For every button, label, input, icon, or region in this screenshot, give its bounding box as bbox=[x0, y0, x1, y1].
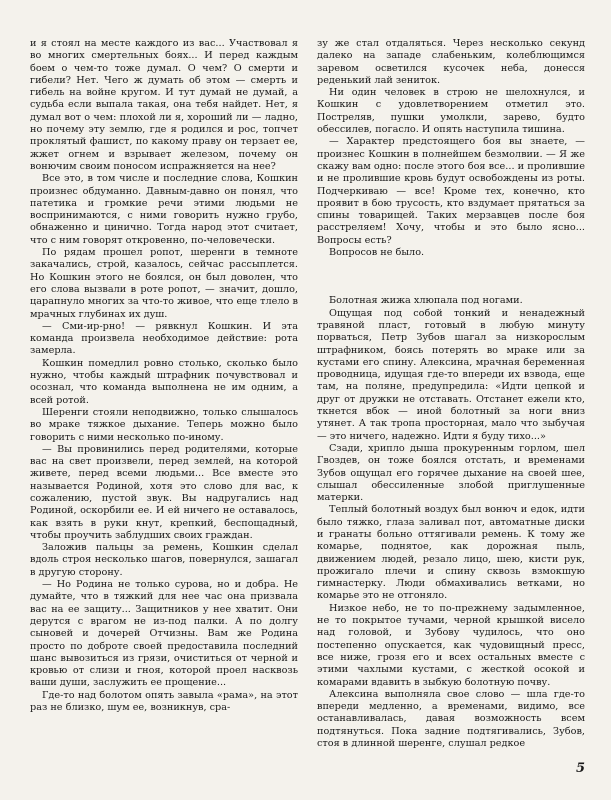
paragraph: Все это, в том числе и последние слова, Кошкин произнес обдуманно. Давным-давно он понял, что патетика и громкие речи этими людьми не воспринимаются, с ними говорить нужно грубо, обнаженно и цинично. Тогда народ этот считает, что с ним говорят откровенно, по-человечески. bbox=[30, 173, 298, 246]
paragraph: Алексина выполняла свое слово — шла где-то впереди медленно, а временами, видимо, все останавливалась, давая возможность всем подтянуться. Пока задние подтягивались, Зубов, стоя в длинной шеренге, слушал редкое bbox=[317, 688, 585, 750]
paragraph: — Вы провинились перед родителями, которые вас на свет произвели, перед землей, на которой живете, перед всеми людьми... Все вместе это называется Родиной, хотя это слово для вас, к сожалению, пустой звук. Вы надругались над Родиной, оскорбили ее. И ей ничего не оставалось, как взять в руки кнут, крепкий, беспощадный, чтобы проучить заблудших своих граждан. bbox=[30, 443, 298, 541]
paragraph: — Характер предстоящего боя вы знаете, — произнес Кошкин в полнейшем безмолвии. — Я же скажу вам одно: после этого боя все... и пролившие и не пролившие кровь будут освобождены из роты. Подчеркиваю — все! Кроме тех, конечно, кто проявит в бою трусость, кто вздумает прятаться за спины товарищей. Таких мерзавцев после боя расстреляем! Хочу, чтобы и это было ясно... Вопросы есть? bbox=[317, 136, 585, 246]
paragraph: — Сми-ир-рно! — рявкнул Кошкин. И эта команда произвела необходимое действие: рота замерла. bbox=[30, 320, 298, 357]
paragraph: Где-то над болотом опять завыла «рама», на этот раз не близко, шум ее, возникнув, сра- bbox=[30, 689, 298, 714]
paragraph: Теплый болотный воздух был вонюч и едок, идти было тяжко, глаза заливал пот, автоматные диски и гранаты больно оттягивали ремень. К тому же комарье, поднятое, как дорожная пыль, движением людей, резало лицо, шею, кисти рук, прожигало плечи и спину сквозь взмокшую гимнастерку. Люди обмахивались ветками, но комарье это не отгоняло. bbox=[317, 504, 585, 602]
paragraph: — Но Родина не только сурова, но и добра. Не думайте, что в тяжкий для нее час она призвала вас на ее защиту... Защитников у нее хватит. Они дерутся с врагом не из-под палки. А по долгу сыновей и дочерей Отчизны. Вам же Родина просто по доброте своей предоставила последний шанс вывозиться из грязи, очиститься от черной и кровью от слизи и гноя, которой проел насквозь ваши души, заслужить ее прощение... bbox=[30, 579, 298, 689]
paragraph: Кошкин помедлил ровно столько, сколько было нужно, чтобы каждый штрафник почувствовал и осознал, что команда выполнена не им одним, а всей ротой. bbox=[30, 357, 298, 406]
paragraph: Сзади, хрипло дыша прокуренным горлом, шел Гвоздев, он тоже боялся отстать, и временами Зубов ощущал его горячее дыхание на своей шее, слышал обессиленные злобой приглушенные матерки. bbox=[317, 442, 585, 504]
paragraph: Болотная жижа хлюпала под ногами. bbox=[329, 295, 523, 307]
paragraph: зу же стал отдаляться. Через несколько секунд далеко на западе слабеньким, колеблющимся заревом осветился кусочек неба, донесся реденький лай зениток. bbox=[317, 38, 585, 86]
right-column bbox=[317, 38, 585, 768]
left-column bbox=[30, 38, 298, 768]
paragraph: и я стоял на месте каждого из вас... Участвовал я во многих смертельных боях... И перед каждым боем о чем-то тоже думал. О чем? О смерти и гибели? Нет. Чего ж думать об этом — смерть и гибель на войне кругом. И тут думай не думай, а судьба если выпала такая, она тебя найдет. Нет, я думал вот о чем: плохой ли я, хороший ли — ладно, но почему эту землю, где я родился и рос, топчет проклятый фашист, по какому праву он терзает ее, жжет огнем и взрывает железом, почему он вонючим своим поносом испражняется на нее? bbox=[30, 38, 298, 172]
section-break bbox=[317, 259, 585, 295]
paragraph: Шеренги стояли неподвижно, только слышалось во мраке тяжкое дыхание. Теперь можно было говорить с ними несколько по-иному. bbox=[30, 406, 298, 443]
paragraph: Заложив пальцы за ремень, Кошкин сделал вдоль строя несколько шагов, повернулся, зашагал в другую сторону. bbox=[30, 542, 298, 578]
text-columns bbox=[30, 38, 585, 768]
page-number: 5 bbox=[575, 761, 585, 776]
paragraph: Ни один человек в строю не шелохнулся, и Кошкин с удовлетворением отметил это. Постреляв, пушки умолкли, зарево, будто обессилев, погасло. И опять наступила тишина. bbox=[317, 87, 585, 136]
paragraph: По рядам прошел ропот, шеренги в темноте закачались, строй, казалось, сейчас рассыплется. Но Кошкин этого не боялся, он был доволен, что его слова вызвали в роте ропот, — значит, дошло, царапнуло многих за что-то живое, что еще тлело в мрачных глубинах их душ. bbox=[30, 247, 298, 320]
paragraph: Вопросов не было. bbox=[329, 247, 425, 259]
paragraph: Ощущая под собой тонкий и ненадежный травяной пласт, готовый в любую минуту порваться, Петр Зубов шагал за низкорослым штрафником, боясь потерять во мраке или за кустами его спину. Алексина, мрачная беременная проводница, идущая где-то впереди их взвода, еще там, на поляне, предупредила: «Идти цепкой и друг от дружки не отставать. Отстанет ежели кто, ткнется вбок — иной болотный за ноги вниз утянет. А так тропа просторная, мало что зыбучая — это ничего, надежно. Идти я буду тихо...» bbox=[317, 307, 585, 442]
paragraph: Низкое небо, не то по-прежнему задымленное, не то покрытое тучами, черной крышкой висело над головой, и Зубову чудилось, что оно постепенно опускается, как чудовищный пресс, все ниже, грозя его и всех остальных вместе с этими чахлыми кустами, с жесткой осокой и комарами вдавить в зыбкую болотную почву. bbox=[317, 602, 585, 688]
